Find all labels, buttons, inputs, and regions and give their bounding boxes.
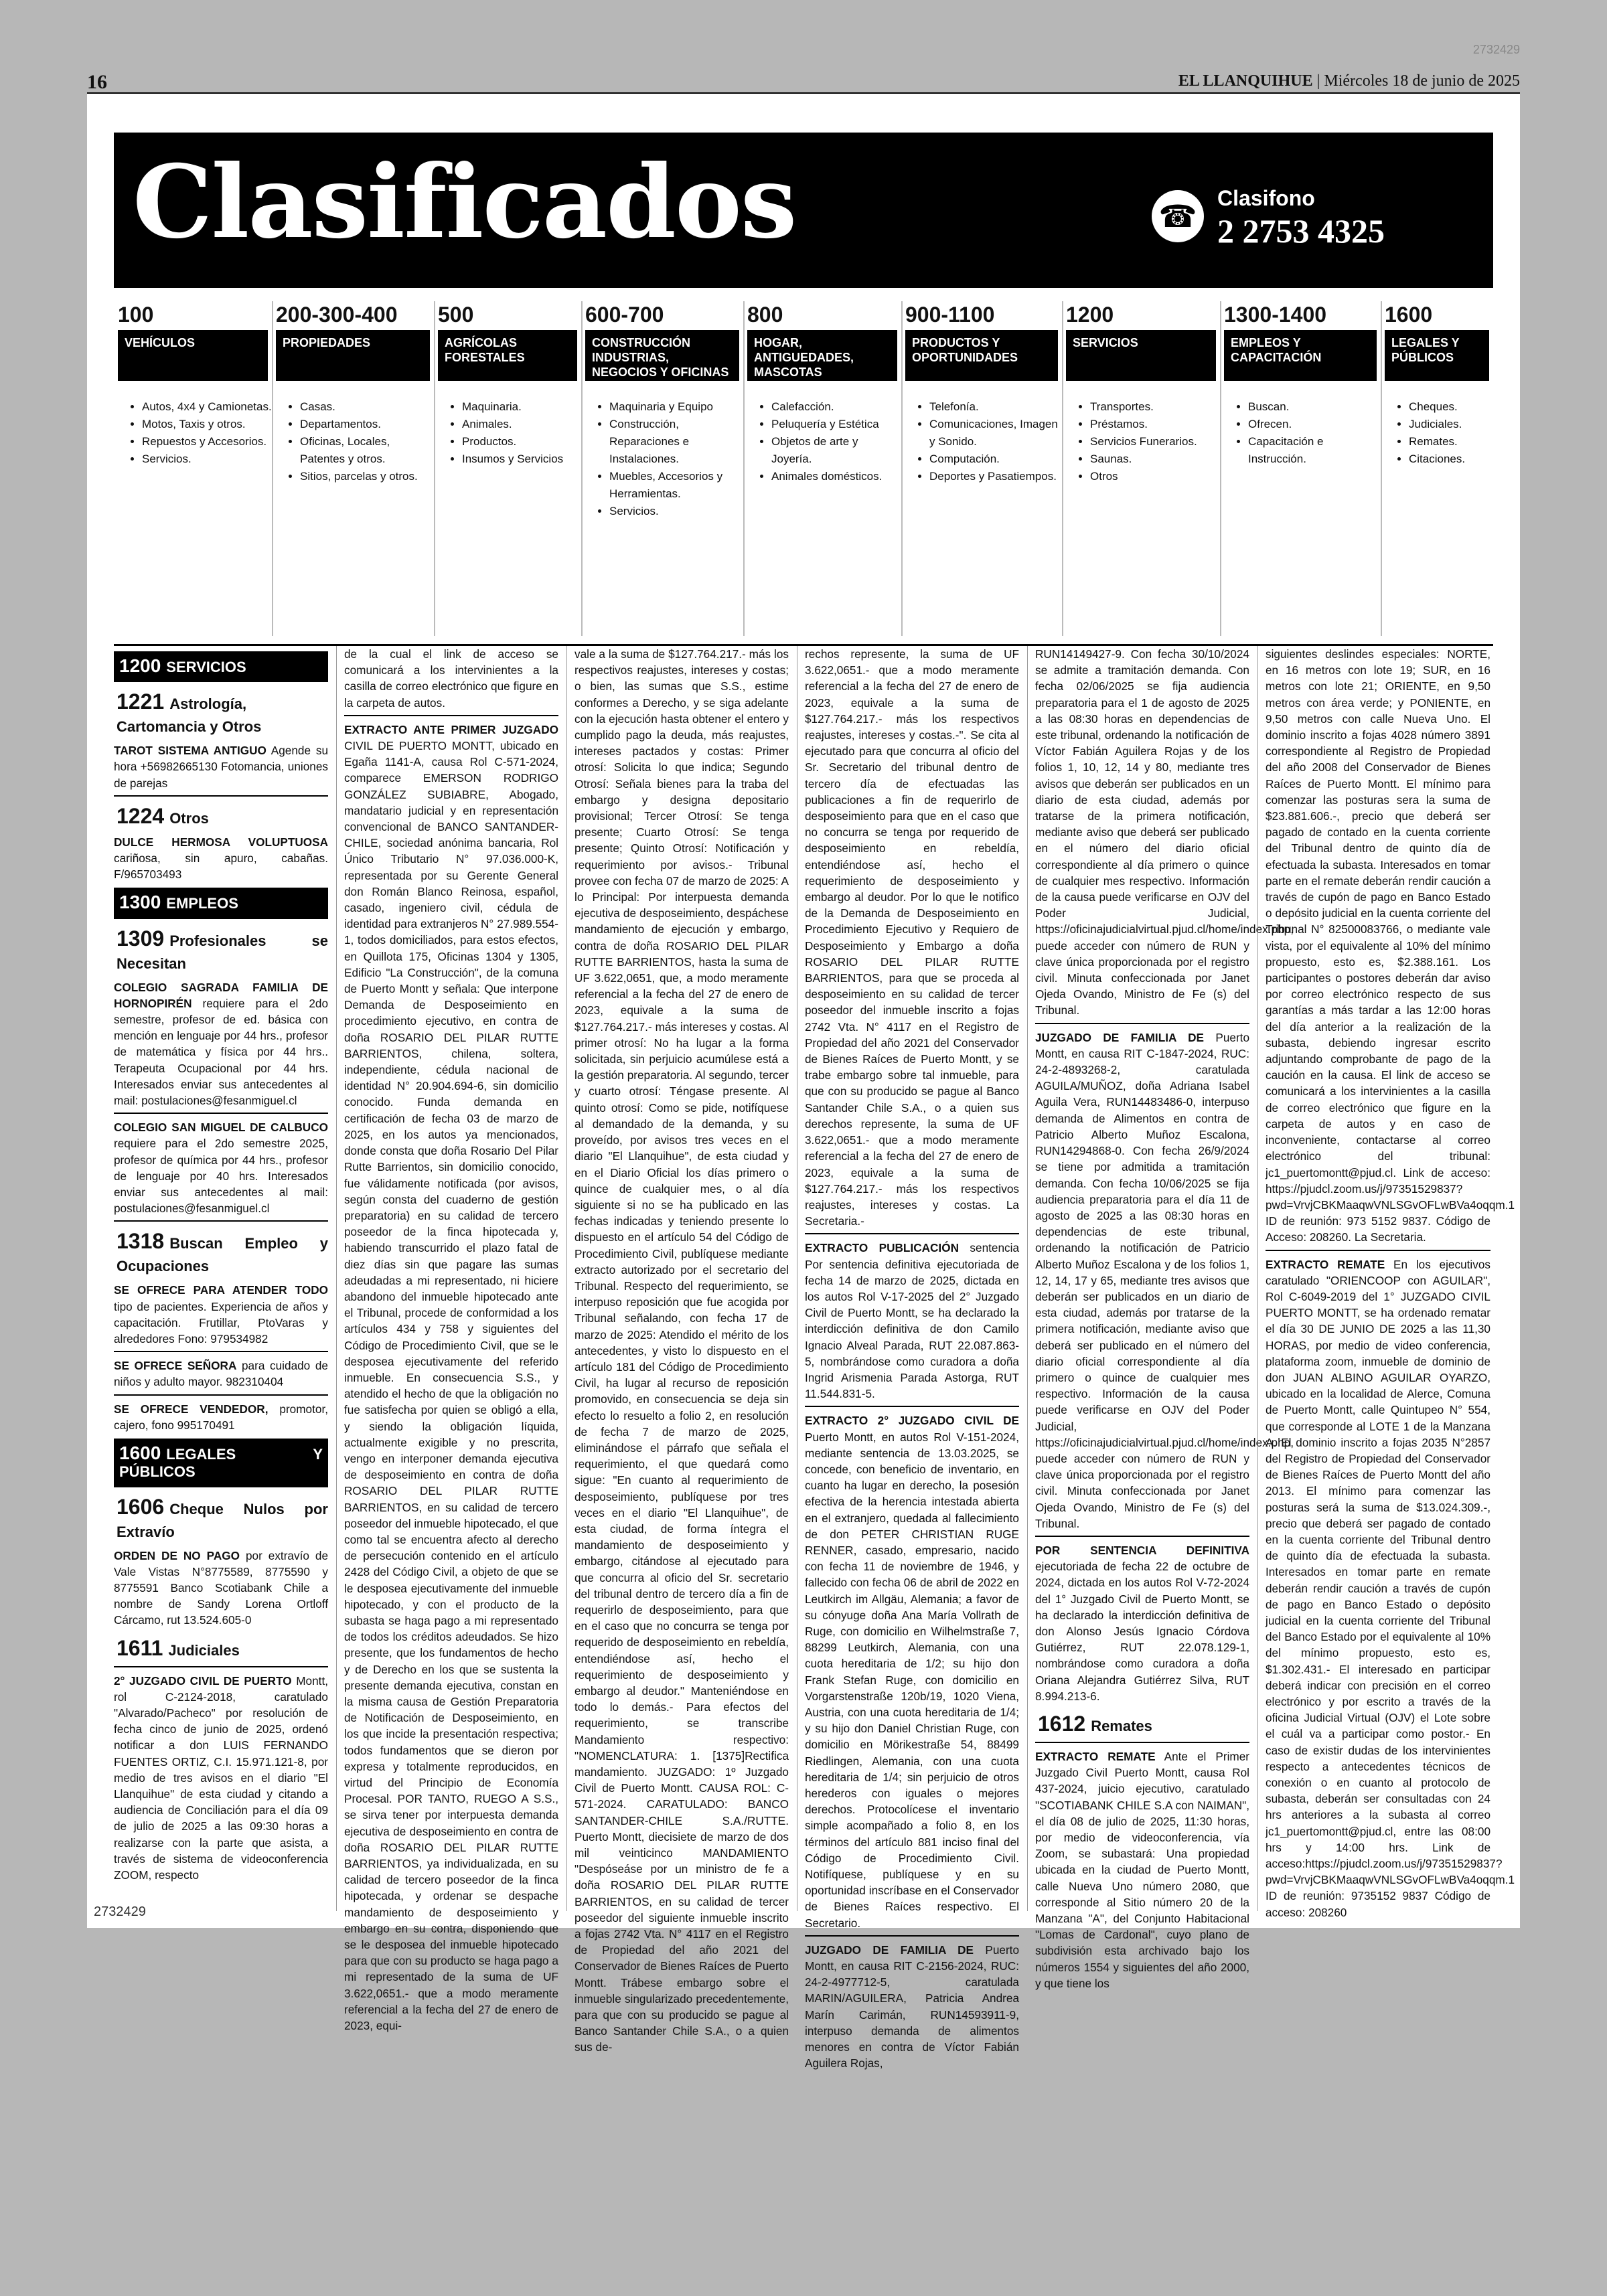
classified-ad-continued: de la cual el link de acceso se comunicará a los intervinientes a la casilla de correo electrónico que figure en la carpeta de autos.	[344, 647, 558, 710]
category-item: • Remates.	[1409, 433, 1493, 450]
category-500	[434, 301, 583, 636]
classified-ad: 2° JUZGADO CIVIL DE PUERTO Montt, rol C-2124-2018, caratulado "Alvarado/Pacheco" por resolución de fecha cinco de junio de 2025, ordenó notificar a don LUIS FERNANDO FUENTES ORTIZ, C.I. 15.971.121-8, por medio de tres avisos en el diario "El Llanquihue" de esta ciudad y citando a audiencia de Conciliación para el día 09 de julio de 2025 a las 09:30 horas a realizarse con la parte que asista, a través de sistema de videoconferencia ZOOM, respecto	[114, 1673, 328, 1882]
phone-icon: ☎	[1152, 190, 1204, 242]
subsection-1309: 1309 Profesionales se Necesitan	[117, 926, 328, 972]
category-100	[114, 301, 273, 636]
classified-ad-continued: siguientes deslindes especiales: NORTE, en 16 metros con lote 19; SUR, en 16 metros con lote 21; ORIENTE, en 9,50 metros con área verde; y PONIENTE, en 9,50 metros con calle Nueva Uno. El dominio inscrito a fojas 4028 número 3891 correspondiente al Registro de Propiedad del año 2008 del Conservador de Bienes Raíces de Puerto Montt. El mínimo para comenzar las posturas sera la suma de $23.881.606.-, precio que deberá ser pagado de contado en la cuenta corriente del Tribunal dentro de quinto día de efectuada la subasta. Interesados en tomar parte en el remate deberán rendir caución a través de cupón de pago en Banco Estado o depósito judicial en la cuenta corriente del Tribunal N° 82500083766, o mediante vale vista, por el equivalente al 10% del mínimo propuesto, esto es, $2.388.161. Los participantes o postores deberán dar aviso por correo electrónico respecto de sus garantías a más tardar a las 12:00 horas del día anterior a la realización de la subasta, debiendo ingresar escrito adjuntando comprobante de pago de la caución en la causa. El link de acceso se comunicará a los intervinientes a la casilla de correo electrónico que figure en la carpeta de autos y en caso de inconveniente, contactarse al correo electrónico del tribunal: jc1_puertomontt@pjud.cl. Link de acceso: https://pjudcl.zoom.us/j/97351529837?pwd=VrvjCBKMaaqwVNLSGvOFLwBVa4oqqm.1 ID de reunión: 973 5152 9837. Código de Acceso: 208260. La Secretaria.	[1266, 647, 1515, 1244]
classified-ad-continued: vale a la suma de $127.764.217.- más los respectivos reajustes, intereses y costas; o bien, las sumas que S.S., estime conformes a Derecho, y se siga adelante con la ejecución hasta obtener el entero y cumplido pago la deuda, más reajustes, intereses pactados y costas: Primer otrosí: Solicita lo que indica; Segundo Otrosí: Señala bienes para la traba del embargo y designa depositario provisional; Tercer Otrosí: Se tenga presente; Cuarto Otrosí: Se tenga presente; Quinto Otrosí: Notificación y requerimiento por avisos.- Tribunal provee con fecha 07 de marzo de 2025: A lo Principal: Por interpuesta demanda ejecutiva de desposeimiento, despáchese mandamiento de ejecución y embargo, contra de doña ROSARIO DEL PILAR RUTTE BARRIENTOS, hasta la suma de UF 3.622,0651, que, a modo meramente referencial a la fecha del 27 de enero de 2023, equivale a la suma de $127.764.217.- más intereses y costas. Al primer otrosí: No ha lugar a la forma solicitada, sin perjuicio acumúlese está a la gestión preparatoria. Al segundo, tercer y cuarto otrosí: Téngase presente. Al quinto otrosí: Como se pide, notifíquese al demandado de la demanda, y su proveído, por avisos tres veces en el diario "El Llanquihue", de esta ciudad y en el Diario Oficial los días primero o quince de cualquier mes, o al día siguiente si no se ha publicado en las fechas indicadas y teniendo presente lo dispuesto en el artículo 54 del Código de Procedimiento Civil, publíquese mediante extracto autorizado por el secretario del Tribunal. Respecto del requerimiento, se interpuso reposición que fue acogida por Tribunal señalando, con fecha 17 de marzo de 2025: Atendido el mérito de los antecedentes, y visto lo dispuesto en el artículo 181 del Código de Procedimiento Civil, ha lugar al recurso de reposición promovido, en consecuencia se deja sin efecto lo resuelto a folio 2, en resolución de fecha 7 de marzo de 2025, eliminándose el párrafo que señala el requerimiento, el que quedará como sigue: "En cuanto al requerimiento de desposeimiento, publíquese por tres veces en el diario "El Llanquihue", de esta ciudad, de forma íntegra el mandamiento de desposeimiento y embargo, citándose al ejecutado para que concurra al oficio del Sr. secretario del tribunal dentro de tercero día a fin de requerirlo de desposeimiento, para que en el caso que no concurra se tenga por requerido de desposeimiento en rebeldía, entendiéndose así, hecho el requerimiento de desposeimiento y embargo al deudor." Manteniéndose en todo lo demás.- Para efectos del requerimiento, se transcribe Mandamiento respectivo: "NOMENCLATURA: 1. [1375]Rectifica mandamiento. JUZGADO: 1º Juzgado Civil de Puerto Montt. CAUSA ROL: C-571-2024. CARATULADO: BANCO SANTANDER-CHILE S.A./RUTTE. Puerto Montt, diecisiete de marzo de dos mil veinticinco MANDAMIENTO "Despóseáse por un ministro de fe a doña ROSARIO DEL PILAR RUTTE BARRIENTOS, en su calidad de tercer poseedor del siguiente inmueble inscrito a fojas 2742 Vta. N° 4117 en el Registro de Propiedad del año 2021 del Conservador de Bienes Raíces de Puerto Montt. Trábese embargo sobre el inmueble singularizado precedentemente, para que con su producido se pague al Banco Santander Chile S.A., o a quien sus de-	[575, 647, 789, 2054]
category-label: SERVICIOS	[1066, 330, 1216, 381]
category-label: EMPLEOS Y CAPACITACIÓN	[1224, 330, 1377, 381]
category-label: CONSTRUCCIÓN INDUSTRIAS, NEGOCIOS Y OFICINAS	[585, 330, 739, 381]
category-item: • Judiciales.	[1409, 416, 1493, 433]
classified-columns	[114, 644, 1515, 2070]
header-rule	[87, 92, 1520, 94]
category-item: • Maquinaria.	[462, 398, 581, 416]
category-item: • Peluquería y Estética	[771, 416, 901, 433]
subsection-1221: 1221 Astrología, Cartomancia y Otros	[117, 689, 262, 736]
category-item: • Repuestos y Accesorios.	[142, 433, 272, 450]
category-label: HOGAR, ANTIGUEDADES, MASCOTAS	[747, 330, 897, 381]
category-item: • Servicios.	[142, 450, 272, 468]
category-item: • Animales.	[462, 416, 581, 433]
category-items	[129, 398, 272, 468]
category-items	[596, 398, 743, 520]
classified-ad: EXTRACTO 2° JUZGADO CIVIL DE Puerto Montt, en autos Rol V-151-2024, mediante sentencia de 13.03.2025, se concede, con beneficio de inventario, en cuanto ha lugar en derecho, la posesión efectiva de la herencia intestada abierta en el extranjero, quedada al fallecimiento de don PETER CHRISTIAN RUGE RENNER, casado, empresario, nacido con fecha 11 de noviembre de 1946, y fallecido con fecha 06 de abril de 2022 en Leutkirch im Allgäu, Alemania; a favor de su cónyuge doña Ana María Vollrath de Ruge, con domicilio en Wilhelmstraße 7, 88299 Leutkirch, Alemania, con una cuota hereditaria de 1/2; su hijo don Frank Stefan Ruge, con domicilio en Vorgarstenstraße 120b/19, 1020 Viena, Austria, con una cuota hereditaria de 1/4; y su hijo don Daniel Christian Ruge, con domicilio en Mörikestraße 54, 88499 Riedlingen, Alemania, con una cuota hereditaria de 1/4; sin perjuicio de otros herederos con iguales o mejores derechos. Protocolícese el inventario simple acompañado a folio 8, en los términos del artículo 881 inciso final del Código de Procedimiento Civil. Notifíquese, publíquese y en su oportunidad inscríbase en el Conservador de Bienes Raíces respectivo. El Secretario.	[805, 1414, 1019, 1930]
classified-ad: POR SENTENCIA DEFINITIVA ejecutoriada de fecha 22 de octubre de 2024, dictada en los autos Rol V-72-2024 del 1° Juzgado Civil de Puerto Montt, se ha declarado la interdicción definitiva de don Alonso Jesús Ignacio Córdova Gutiérrez, RUT 22.078.129-1, nombrándose como curadora a doña Oriana Alejandra Gutiérrez Silva, RUT 8.994.213-6.	[1035, 1543, 1249, 1703]
category-item: • Saunas.	[1090, 450, 1220, 468]
column-5	[1035, 646, 1294, 1990]
category-label: LEGALES Y PÚBLICOS	[1385, 330, 1489, 381]
category-200-300-400	[272, 301, 435, 636]
category-item: • Construcción, Reparaciones e Instalaciones.	[609, 416, 743, 468]
category-items	[1235, 398, 1381, 468]
category-code: 900-1100	[905, 303, 995, 327]
column-2	[344, 646, 558, 2033]
classified-ad: COLEGIO SAGRADA FAMILIA DE HORNOPIRÉN requiere para el 2do semestre, profesor de ed. básica con mención en lenguaje por 44 hrs., profesor de matemática y física por 44 hrs.. Terapeuta Ocupacional por 44 hrs. Interesados enviar sus antecedentes al mail: postulaciones@fesanmiguel.cl	[114, 980, 329, 1108]
category-label: AGRÍCOLAS FORESTALES	[438, 330, 577, 381]
section-title: Clasificados	[133, 143, 796, 261]
classified-ad: JUZGADO DE FAMILIA DE Puerto Montt, en causa RIT C-1847-2024, RUC: 24-2-4893268-2, caratulada AGUILA/MUÑOZ, doña Adriana Isabel Aguila Vera, RUN14483486-0, interpuso demanda de Alimentos en contra de Patricio Alberto Muñoz Escalona, RUN14294868-0. Con fecha 26/9/2024 se tiene por admitida a tramitación demanda. Con fecha 10/06/2025 se fija audiencia preparatoria para el día 11 de agosto de 2025 a las 08:30 horas en dependencias de este tribunal, ordenando la notificación de Patricio Alberto Muñoz Escalona y de los folios 1, 12, 14, 17 y 65, mediante tres avisos que deberán ser publicados en un diario de esta ciudad, además por tratarse de la primera notificación, mediante aviso que deberá ser publicado en el número del diario oficial correspondiente al día primero o quince de cualquier mes respectivo. Información de la causa puede verificarse en OJV del Poder Judicial, https://oficinajudicialvirtual.pjud.cl/home/index.php, puede acceder con número de RUN y clave única proporcionada por el registro civil. Minuta confeccionada por Janet Ojeda Ovando, Ministro de Fe (s) del Tribunal.	[1035, 1030, 1294, 1530]
category-item: • Animales domésticos.	[771, 468, 901, 485]
category-code: 500	[438, 303, 474, 327]
category-item: • Telefonía.	[929, 398, 1062, 416]
category-item: • Sitios, parcelas y otros.	[300, 468, 434, 485]
subsection-1224: 1224 Otros	[117, 803, 209, 828]
category-item: • Buscan.	[1248, 398, 1381, 416]
page-number: 16	[87, 71, 107, 93]
category-item: • Servicios Funerarios.	[1090, 433, 1220, 450]
subsection-1611: 1611 Judiciales	[117, 1635, 240, 1660]
category-item: • Otros	[1090, 468, 1220, 485]
category-900-1100	[901, 301, 1063, 636]
category-item: • Oficinas, Locales, Patentes y otros.	[300, 433, 434, 468]
category-code: 600-700	[585, 303, 664, 327]
clasifono	[1152, 186, 1420, 260]
category-code: 1300-1400	[1224, 303, 1327, 327]
category-item: • Muebles, Accesorios y Herramientas.	[609, 468, 743, 503]
category-1600	[1381, 301, 1493, 636]
subsection-1612: 1612 Remates	[1038, 1712, 1152, 1736]
category-label: VEHÍCULOS	[118, 330, 268, 381]
masthead	[114, 133, 1493, 288]
publication-name: EL LLANQUIHUE	[1178, 72, 1313, 90]
category-items	[758, 398, 901, 485]
category-items	[916, 398, 1062, 485]
classified-ad: SE OFRECE SEÑORA para cuidado de niños y adulto mayor. 982310404	[114, 1359, 328, 1389]
category-code: 200-300-400	[276, 303, 398, 327]
category-item: • Motos, Taxis y otros.	[142, 416, 272, 433]
category-item: • Autos, 4x4 y Camionetas.	[142, 398, 272, 416]
category-item: • Préstamos.	[1090, 416, 1220, 433]
category-1200	[1062, 301, 1221, 636]
category-item: • Comunicaciones, Imagen y Sonido.	[929, 416, 1062, 450]
subsection-1606: 1606 Cheque Nulos por Extravío	[117, 1494, 328, 1540]
category-1300-1400	[1220, 301, 1382, 636]
category-item: • Maquinaria y Equipo	[609, 398, 743, 416]
subsection-1318: 1318 Buscan Empleo y Ocupaciones	[117, 1229, 328, 1275]
category-items	[287, 398, 434, 485]
classified-ad-continued: rechos represente, la suma de UF 3.622,0651.- que a modo meramente referencial a la fecha del 27 de enero de 2023, equivale a la suma de $127.764.217.- más los respectivos reajustes, intereses y costas.-". Se cita al ejecutado para que concurra al oficio del Sr. Secretario del tribunal dentro de tercero día de efectuadas las publicaciones a fin de requerirlo de desposeimiento para que en el caso que no concurra se tenga por requerido de desposeimiento en rebeldía, entendiéndose así, hecho el requerimiento de desposeimiento y embargo al deudor. Por lo que le notifico de la Demanda de Desposeimiento en Procedimiento Ejecutivo y Requiero de Desposeimiento y Embargo a doña ROSARIO DEL PILAR RUTTE BARRIENTOS, para que se proceda al desposeimiento en su calidad de tercer poseedor del inmueble inscrito a fojas 2742 Vta. N° 4117 en el Registro de Propiedad del año 2021 del Conservador de Bienes Raíces de Puerto Montt, y se trabe embargo sobre tal inmueble, para que con su producido se pague al Banco Santander Chile S.A., o a quien sus derechos represente, la suma de UF 3.622,0651.- que a modo meramente referencial a la fecha del 27 de enero de 2023, equivale a la suma de $127.764.217.- más los respectivos reajustes, intereses y costas. La Secretaria.-	[805, 647, 1019, 1228]
category-item: • Departamentos.	[300, 416, 434, 433]
classified-ad: COLEGIO SAN MIGUEL DE CALBUCO requiere para el 2do semestre 2025, profesor de química por 44 hrs., profesor de lenguaje por 40 hrs. Interesados enviar sus antecedentes al mail: postulaciones@fesanmiguel.cl	[114, 1121, 328, 1216]
category-item: • Casas.	[300, 398, 434, 416]
publication-date-line: EL LLANQUIHUE | Miércoles 18 de junio de 2025	[1178, 72, 1520, 90]
category-code: 1600	[1385, 303, 1433, 327]
category-items	[1077, 398, 1220, 485]
category-item: • Capacitación e Instrucción.	[1248, 433, 1381, 468]
classified-ad-continued: RUN14149427-9. Con fecha 30/10/2024 se admite a tramitación demanda. Con fecha 02/06/2025 se fija audiencia preparatoria para el 1 de agosto de 2025 a las 08:30 horas en dependencias de este tribunal, ordenando la notificación de Víctor Fabián Aguilera Rojas y de los folios 1, 10, 12, 14 y 80, mediante tres avisos que deberán ser publicados en un diario de esta ciudad, además por tratarse de la primera notificación, mediante aviso que deberá ser publicado en el número del diario oficial correspondiente al día primero o quince de cualquier mes respectivo. Información de la causa puede verificarse en OJV del Poder Judicial, https://oficinajudicialvirtual.pjud.cl/home/index.php, puede acceder con número de RUN y clave única proporcionada por el registro civil. Minuta confeccionada por Janet Ojeda Ovando, Ministro de Fe (s) del Tribunal.	[1035, 647, 1294, 1017]
clasifono-number: 2 2753 4325	[1217, 212, 1385, 250]
category-label: PRODUCTOS Y OPORTUNIDADES	[905, 330, 1058, 381]
category-item: • Computación.	[929, 450, 1062, 468]
page-header	[87, 43, 1520, 94]
category-600-700	[581, 301, 745, 636]
classified-ad: SE OFRECE VENDEDOR, promotor, cajero, fono 995170491	[114, 1402, 328, 1432]
section-header-1300: 1300 EMPLEOS	[114, 888, 328, 918]
classified-ad: DULCE HERMOSA VOLUPTUOSA cariñosa, sin apuro, cabañas. F/965703493	[114, 835, 328, 882]
classified-ad: EXTRACTO ANTE PRIMER JUZGADO CIVIL DE PUERTO MONTT, ubicado en Egaña 1141-A, causa Rol C-571-2024, comparece EMERSON RODRIGO GONZÁLEZ SUBIABRE, Abogado, mandatario judicial y en representación convencional de BANCO SANTANDER-CHILE, sociedad anónima bancaria, Rol Único Tributario N° 97.036.000-K, representada por su Gerente General don Román Blanco Reinosa, español, casado, ingeniero civil, cédula de identidad para extranjeros N° 27.989.554-1, todos domiciliados, para estos efectos, en Quillota 175, Oficinas 1304 y 1305, Edificio "La Construcción", de la comuna de Puerto Montt y señala: Que interpone Demanda de Desposeimiento en procedimiento ejecutivo, en contra de doña ROSARIO DEL PILAR RUTTE BARRIENTOS, chilena, soltera, independiente, cédula nacional de identidad N° 20.904.694-6, sin domicilio conocido. Funda demanda en certificación de fecha 03 de marzo de 2025, en los autos ya mencionados, donde consta que doña Rosario Del Pilar Rutte Barrientos, sin domicilio conocido, fue válidamente notificada (por avisos, según consta del cuaderno de gestión preparatoria) en su calidad de tercero poseedor de la finca hipotecada y, habiendo transcurrido el plazo fatal de diez días sin que pagare las sumas adeudadas a mi representado, ni hiciere abandono del inmueble hipotecado ante el Tribunal, procede de conformidad a los artículos 434 y 758 y siguientes del Código de Procedimiento Civil, que se le desposea ejecutivamente del referido inmueble. En consecuencia S.S., y atendido el hecho de que la obligación no fue satisfecha por quien se obligó a ella, y siendo la obligación líquida, actualmente exigible y no prescrita, vengo en interponer demanda ejecutiva de desposeimiento en contra de doña ROSARIO DEL PILAR RUTTE BARRIENTOS, en su calidad de tercero poseedor del inmueble hipotecado, el que como tal se encuentra afecto al derecho de persecución contenido en el artículo 2428 del Código Civil, a objeto de que se le desposea ejecutivamente del inmueble hipotecado, y con el producto de la subasta se haga pago a mi representado de todos los créditos adeudados. Se hizo presente, que los fundamentos de hecho y de Derecho en los que se sustenta la presente demanda ejecutiva, constan en la misma causa de Gestión Preparatoria de Notificación de Desposeimiento, en los que incide la presentación respectiva; todos fundamentos que se dieron por expresa y totalmente reproducidos, en virtud del Principio de Economía Procesal. POR TANTO, RUEGO A S.S., se sirva tener por interpuesta demanda ejecutiva de desposeimiento en contra de doña ROSARIO DEL PILAR RUTTE BARRIENTOS, ya individualizada, en su calidad de tercero poseedor de la finca hipotecada, y ordenar se despache mandamiento de desposeimiento y embargo en su contra, disponiendo que se le desposea del inmueble hipotecado para que con su producto se haga pago a mi representado de la suma de UF 3.622,0651.- que a modo meramente referencial a la fecha del 27 de enero de 2023, equi-	[344, 722, 558, 2033]
column-4	[805, 646, 1019, 2070]
edition-code: 2732429	[1472, 43, 1520, 56]
category-index	[114, 301, 1493, 636]
column-6	[1266, 646, 1515, 1919]
section-header-1600: 1600 LEGALES Y PÚBLICOS	[114, 1439, 328, 1487]
category-item: • Productos.	[462, 433, 581, 450]
category-item: • Insumos y Servicios	[462, 450, 581, 468]
category-item: • Ofrecen.	[1248, 416, 1381, 433]
footer-code: 2732429	[94, 1904, 146, 1919]
category-item: • Deportes y Pasatiempos.	[929, 468, 1062, 485]
category-800	[743, 301, 903, 636]
category-item: • Objetos de arte y Joyería.	[771, 433, 901, 468]
category-item: • Citaciones.	[1409, 450, 1493, 468]
category-items	[449, 398, 581, 468]
category-label: PROPIEDADES	[276, 330, 430, 381]
classified-ad: EXTRACTO REMATE En los ejecutivos caratulado "ORIENCOOP con AGUILAR", Rol C-6049-2019 del 1° JUZGADO CIVIL PUERTO MONTT, se ha ordenado rematar el día 30 DE JUNIO DE 2025 a las 11,30 HORAS, por medio de video conferencia, plataforma zoom, inmueble de dominio de don JUAN ALBINO AGUILAR OYARZO, ubicado en la localidad de Alerce, Comuna de Puerto Montt, calle Quintupeo N° 554, que corresponde al LOTE 1 de la Manzana A. El dominio inscrito a fojas 2035 N°2857 del Registro de Propiedad del Conservador de Bienes Raíces de Puerto Montt del año 2013. El mínimo para comenzar las posturas será la suma de $13.024.309.-, precio que deberá ser pagado de contado en la cuenta corriente del Tribunal dentro de quinto día de efectuada la subasta. Interesados en tomar parte en remate deberán rendir caución a través de cupón de pago en Banco Estado o depósito judicial en la cuenta corriente del Tribunal del Banco Estado por el equivalente al 10% del mínimo propuesto, esto es, $1.302.431.- El interesado en participar deberá indicar con precisión en el correo electrónico y por escrito a través de la oficina Judicial Virtual (OJV) el Lote sobre el cuál va a participar como postor.- En caso de existir dudas de los intervinientes respecto a antecedentes técnicos de conexión o en cuanto al protocolo de subasta, deberán ser consultadas con 24 hrs anteriores a la subasta al correo jc1_puertomontt@pjud.cl, entre las 08:00 hrs y 14:00 hrs. Link de acceso:https://pjudcl.zoom.us/j/97351529837?pwd=VrvjCBKMaaqwVNLSGvOFLwBVa4oqqm.1 ID de reunión: 9735152 9837 Código de acceso: 208260	[1266, 1257, 1515, 1919]
category-code: 100	[118, 303, 154, 327]
section-header-1200: 1200 SERVICIOS	[114, 651, 328, 682]
classified-ad: TAROT SISTEMA ANTIGUO Agende su hora +56982665130 Fotomancia, uniones de parejas	[114, 744, 329, 790]
column-1	[114, 646, 328, 1911]
classified-ad: SE OFRECE PARA ATENDER TODO tipo de pacientes. Experiencia de años y capacitación. Frutillar, PtoVaras y alrededores Fono: 979534982	[114, 1283, 328, 1346]
category-items	[1395, 398, 1493, 468]
category-code: 800	[747, 303, 783, 327]
classified-ad: JUZGADO DE FAMILIA DE Puerto Montt, en causa RIT C-2156-2024, RUC: 24-2-4977712-5, caratulada MARIN/AGUILERA, Patricia Andrea Marín Carimán, RUN14593911-9, interpuso demanda de alimentos menores en contra de Víctor Fabián Aguilera Rojas,	[805, 1943, 1019, 2070]
publication-date: Miércoles 18 de junio de 2025	[1324, 72, 1520, 90]
classified-ad: EXTRACTO REMATE Ante el Primer Juzgado Civil Puerto Montt, causa Rol 437-2024, juicio ejecutivo, caratulado "SCOTIABANK CHILE S.A con NAIMAN", el día 08 de julio de 2025, 11:30 horas, por medio de videoconferencia, vía Zoom, se subastará: Una propiedad ubicada en la ciudad de Puerto Montt, calle Nueva Uno número 2080, que corresponde al Sitio número 20 de la Manzana "A", del Conjunto Habitacional "Lomas de Cardonal", cuyo plano de subdivisión esta archivado bajo los números 1554 y siguientes del año 2000, y que tiene los	[1035, 1750, 1250, 1990]
newspaper-page	[87, 43, 1520, 2070]
category-item: • Servicios.	[609, 503, 743, 520]
column-3	[575, 646, 789, 2054]
category-item: • Calefacción.	[771, 398, 901, 416]
category-code: 1200	[1066, 303, 1114, 327]
clasifono-label: Clasifono	[1217, 186, 1315, 210]
category-item: • Transportes.	[1090, 398, 1220, 416]
classified-ad: EXTRACTO PUBLICACIÓN sentencia Por sentencia definitiva ejecutoriada de fecha 14 de marzo de 2025, dictada en los autos Rol V-17-2025 del 2° Juzgado Civil de Puerto Montt, se ha declarado la interdicción definitiva de don Camilo Ignacio Alveal Parada, RUT 22.087.863-5, nombrándose como curadora a doña Ingrid Arismenia Parada Astorga, RUT 11.544.831-5.	[805, 1241, 1019, 1401]
classified-ad: ORDEN DE NO PAGO por extravío de Vale Vistas N°8775589, 8775590 y 8775591 Banco Scotiabank Chile a nombre de Sandy Lorena Ortloff Cárcamo, rut 13.524.605-0	[114, 1548, 329, 1627]
category-item: • Cheques.	[1409, 398, 1493, 416]
